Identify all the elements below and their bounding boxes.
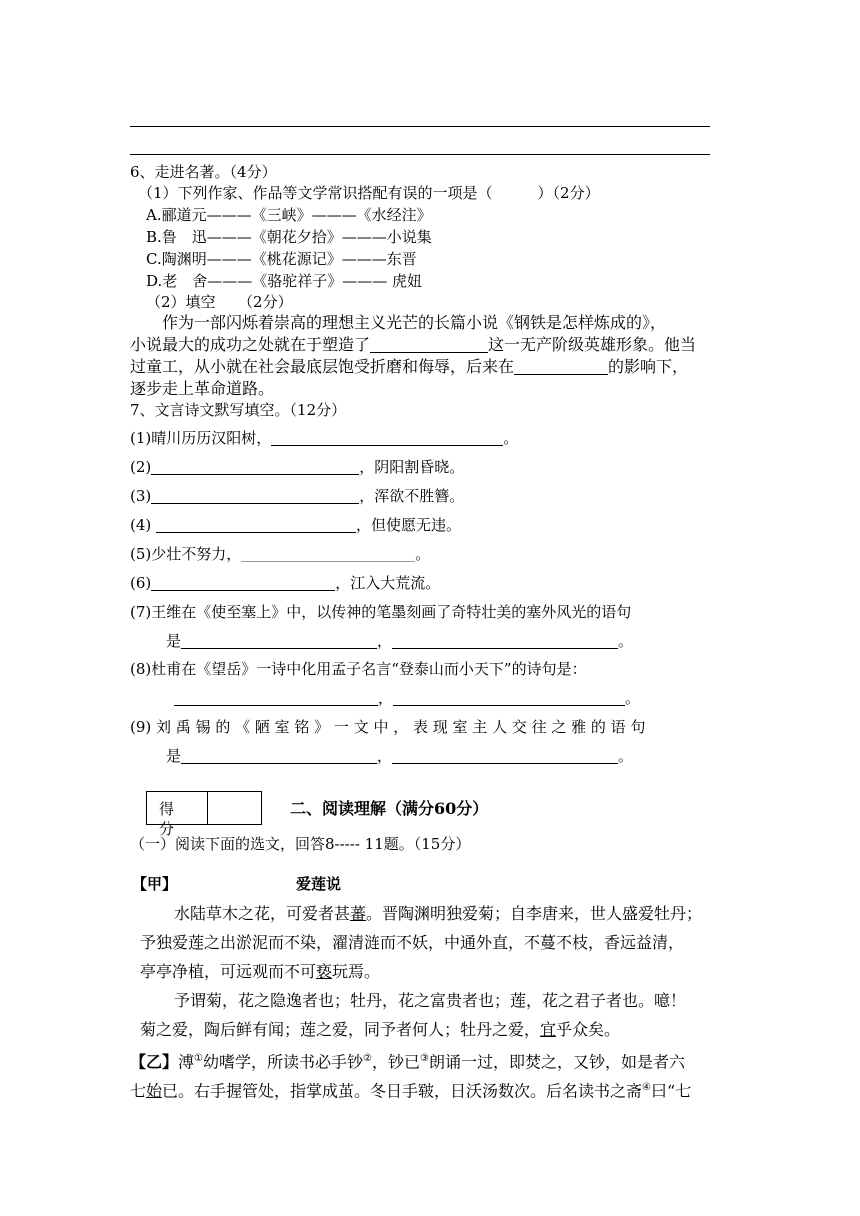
- section2-intro: （一）阅读下面的选文，回答8----- 11题。（15分）: [130, 835, 471, 853]
- score-input-cell[interactable]: [208, 792, 261, 824]
- q7-line8b: ， 。: [174, 688, 640, 708]
- jia-p1-line3: 亭亭净植，可远观而不可亵玩焉。: [140, 962, 381, 981]
- q6-sub2: （2）填空 （2分）: [146, 293, 293, 311]
- q7-line2: (2) ，阴阳割昏晓。: [130, 458, 465, 476]
- fill-blank[interactable]: [514, 358, 608, 375]
- jia-title: 爱莲说: [296, 875, 342, 893]
- fill-blank[interactable]: [241, 545, 415, 562]
- fill-blank[interactable]: [271, 429, 503, 446]
- jia-p1-line2: 予独爱莲之出淤泥而不染，濯清涟而不妖，中通外直，不蔓不枝，香远益清，: [140, 933, 685, 952]
- section2-title: 二、阅读理解（满分60分）: [290, 799, 489, 818]
- yi-line2: 七始已。右手握管处，指掌成茧。冬日手皲，日沃汤数次。后名读书之斋④曰“七: [130, 1081, 692, 1101]
- fill-blank[interactable]: [181, 747, 377, 764]
- q6-option-a: A.郦道元———《三峡》———《水经注》: [146, 206, 432, 224]
- answer-line: [130, 126, 710, 127]
- fill-blank[interactable]: [151, 487, 359, 504]
- score-label: 得分: [159, 800, 185, 838]
- q7-line5: (5)少壮不努力， 。: [130, 545, 431, 563]
- jia-p2-line2: 菊之爱，陶后鲜有闻；莲之爱，同予者何人；牡丹之爱，宜乎众矣。: [140, 1020, 621, 1039]
- jia-p2-line1: 予谓菊，花之隐逸者也；牡丹，花之富贵者也；莲，花之君子者也。噫！: [174, 991, 687, 1010]
- q6-para-line4: 逐步走上革命道路。: [130, 379, 275, 398]
- jia-p1-line1: 水陆草木之花，可爱者甚蕃。晋陶渊明独爱菊；自李唐来，世人盛爱牡丹；: [174, 904, 703, 923]
- q7-line8a: (8)杜甫在《望岳》一诗中化用孟子名言“登泰山而小天下”的诗句是：: [130, 660, 587, 678]
- fill-blank[interactable]: [370, 336, 488, 353]
- answer-line: [130, 154, 710, 155]
- q7-line3: (3) ，浑欲不胜簪。: [130, 487, 465, 505]
- q6-option-b: B.鲁 迅———《朝花夕拾》———小说集: [146, 228, 432, 246]
- q7-line7a: (7)王维在《使至塞上》中，以传神的笔墨刻画了奇特壮美的塞外风光的语句: [130, 603, 632, 621]
- score-box: [146, 791, 262, 838]
- fill-blank[interactable]: [156, 516, 356, 533]
- q7-line4: (4) ，但使愿无违。: [130, 516, 462, 534]
- q6-title: 6、走进名著。（4分）: [130, 163, 277, 181]
- score-label-cell: [147, 792, 208, 838]
- q7-line1: (1)晴川历历汉阳树， 。: [130, 429, 519, 447]
- q6-para-line3: 过童工，从小就在社会最底层饱受折磨和侮辱，后来在 的影响下，: [130, 357, 689, 376]
- q7-line7b: 是 ， 。: [166, 632, 634, 650]
- fill-blank[interactable]: [392, 747, 618, 764]
- q6-option-d: D.老 舍———《骆驼祥子》——— 虎妞: [146, 272, 423, 290]
- fill-blank[interactable]: [151, 458, 359, 475]
- fill-blank[interactable]: [174, 689, 378, 706]
- q6-para-line1: 作为一部闪烁着崇高的理想主义光芒的长篇小说《钢铁是怎样炼成的》，: [162, 313, 667, 332]
- fill-blank[interactable]: [392, 632, 618, 649]
- q6-sub1: （1）下列作家、作品等文学常识搭配有误的一项是（ ）（2分）: [138, 184, 600, 202]
- q6-option-c: C.陶渊明———《桃花源记》———东晋: [146, 250, 417, 268]
- fill-blank[interactable]: [181, 632, 377, 649]
- q7-title: 7、文言诗文默写填空。（12分）: [130, 401, 347, 419]
- q7-line6: (6) ，江入大荒流。: [130, 574, 441, 592]
- yi-line1: 【乙】溥①幼嗜学，所读书必手钞②，钞已③朗诵一过，即焚之，又钞，如是者六: [130, 1052, 685, 1072]
- fill-blank[interactable]: [151, 574, 335, 591]
- q6-para-line2: 小说最大的成功之处就在于塑造了 这一无产阶级英雄形象。他当: [130, 335, 697, 354]
- jia-tag: 【甲】: [132, 875, 178, 893]
- fill-blank[interactable]: [393, 689, 625, 706]
- q7-line9b: 是 ， 。: [166, 747, 634, 765]
- q7-line9a: (9) 刘 禹 锡 的 《 陋 室 铭 》 一 文 中 ， 表 现 室 主 人 交 往 之 雅 的 语 句: [130, 718, 646, 736]
